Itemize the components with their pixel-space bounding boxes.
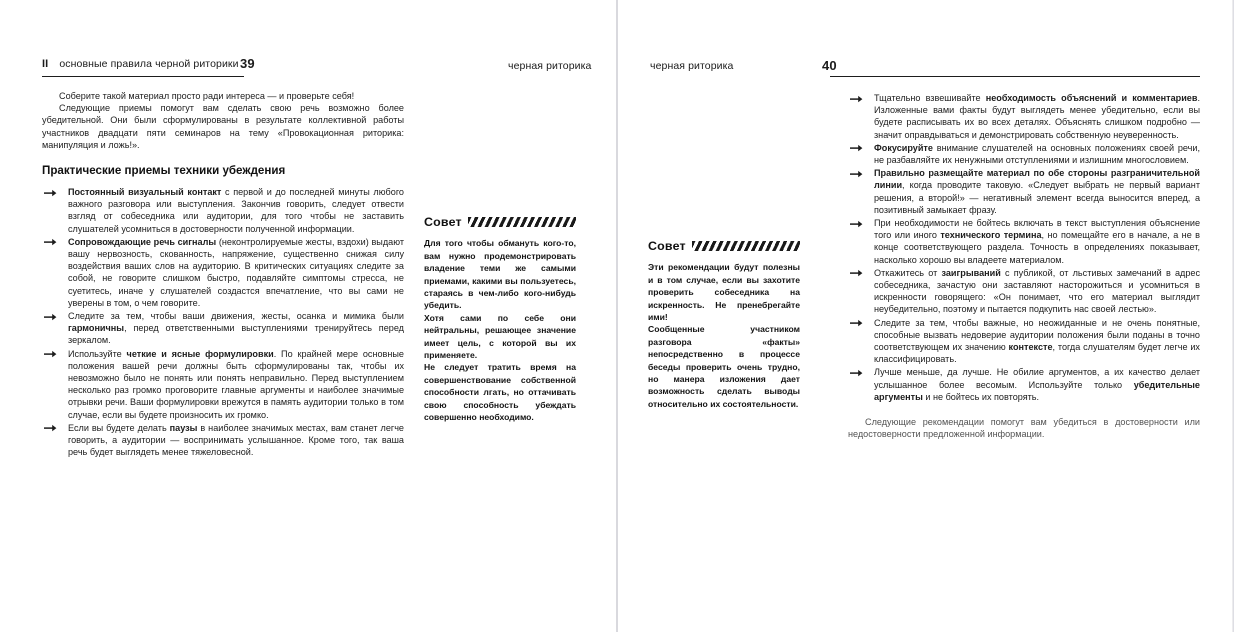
tip-paragraph: Эти рекомендации будут полезны и в том случае, если вы захотите проверить собеседника на искренность. Не пренебрегайте ими! — [648, 262, 800, 323]
tip-box-title: Совет — [424, 215, 462, 229]
main-column-right — [848, 92, 1200, 440]
hatched-bar-icon — [692, 241, 800, 251]
list-item-rest: внимание слушателей на основных положениях своей речи, не разбавляйте их ненужными отступлениями и излишним многословием. — [874, 142, 1200, 166]
running-head-right — [650, 58, 837, 73]
list-item-rest: , перед ответственными выступлениями тренируйтесь перед зеркалом. — [68, 323, 404, 346]
arrow-right-icon — [44, 424, 57, 432]
arrow-right-icon — [850, 269, 863, 277]
running-head-title: черная риторика — [508, 60, 592, 72]
list-item-pre: Следите за тем, чтобы ваши движения, жесты, осанка и мимика были — [68, 311, 404, 322]
list-item-lead: Постоянный визуальный контакт — [68, 187, 222, 198]
page-number-right: 40 — [822, 58, 837, 73]
running-head-left — [42, 58, 382, 70]
arrow-right-icon — [850, 144, 863, 152]
list-item-pre: Следите за тем, чтобы важные, но неожиданные и не очень понятные, способные вызвать недоверие аудитории положения были поданы в точно соответствующем их значению — [874, 317, 1200, 353]
list-item-rest: (неконтролируемые жесты, вздохи) выдают вашу нервозность, скованность, напряжение, существенно снижая силу воздействия ваших слов на аудиторию. В критических ситуациях следите за собой, не говорите слишком быстро, подавляйте симптомы стресса, не суетитесь, иначе у слушателей создастся впечатление, что вы сами не уверены в том, о чем говорите. — [68, 236, 404, 308]
list-item-lead: заигрываний — [941, 267, 1001, 278]
page-number-left: 39 — [240, 56, 255, 71]
header-rule-left — [42, 76, 244, 77]
intro-paragraph-2: Следующие приемы помогут вам сделать свою речь возможно более убедительной. Они были сформулированы в результате коллективной работы участников двадцати пяти семинаров на тему «Провокационная риторика: манипуляция и ложь!». — [42, 103, 404, 150]
arrow-right-icon — [850, 369, 863, 377]
arrow-right-icon — [850, 319, 863, 327]
tip-paragraph: Не следует тратить время на совершенствование собственной способности лгать, но оттачивать свою способность убеждать совершенно необходимо. — [424, 362, 576, 423]
list-item-lead: технического термина — [940, 230, 1042, 241]
intro-paragraph-1: Соберите такой материал просто ради интереса — и проверьте себя! — [59, 91, 355, 101]
list-item — [848, 92, 1200, 141]
list-item-lead: убедительные аргументы — [874, 379, 1200, 402]
bullet-list-right — [848, 92, 1200, 403]
list-item — [848, 267, 1200, 316]
tip-box-header — [648, 240, 800, 252]
list-item-rest: с публикой, от льстивых замечаний в адрес собеседника, зачастую они заставляют насторожиться и усомниться в искренности говорящего: «Он понимает, что его материал выглядит неубедительно, поэтому и пытается подкупить нас своей лестью». — [874, 267, 1200, 315]
list-item-lead: контексте — [1008, 342, 1053, 353]
list-item-pre: Лучше меньше, да лучше. Не обилие аргументов, а их качество делает услышанное более весомым. Используйте только — [874, 367, 1200, 390]
chapter-number: II — [42, 58, 49, 70]
list-item — [42, 422, 404, 459]
arrow-right-icon — [44, 238, 57, 246]
arrow-right-icon — [850, 170, 863, 178]
main-column-left — [42, 90, 404, 459]
list-item-rest: , когда проводите таковую. «Следует выбрать не первый вариант решения, а второй!» — негативный элемент всегда выносится вперед, а позитивный замыкает фразу. — [874, 180, 1200, 215]
list-item-rest: . По крайней мере основные положения вашей речи должны быть сформулированы так, чтобы их невозможно было не понять или понять неправильно. Перед выступлением несколько раз громко проговорите главные аргументы и наиболее значимые отрывки речи. Ваши формулировки врежутся в память аудитории только в том случае, если вы будете произносить их громко. — [68, 348, 404, 420]
arrow-right-icon — [850, 220, 863, 228]
tip-box-body — [424, 237, 576, 423]
tip-paragraph: Сообщенные участником разговора «факты» непосредственно в процессе беседы проверить очень трудно, но манера изложения дает возможность сделать выводы относительно их состоятельности. — [648, 324, 800, 409]
tip-box-body — [648, 261, 800, 410]
arrow-right-icon — [44, 189, 57, 197]
list-item-rest: , тогда слушателям будет легче их классифицировать. — [874, 342, 1200, 365]
list-item — [848, 366, 1200, 403]
running-head-title: черная риторика — [650, 60, 734, 72]
list-item — [848, 167, 1200, 216]
list-item-pre: Тщательно взвешивайте — [874, 93, 986, 103]
list-item — [848, 217, 1200, 266]
closing-note: Следующие рекомендации помогут вам убедиться в достоверности или недостоверности предложенной информации. — [848, 417, 1200, 440]
list-item-rest: с первой и до последней минуты любого важного разговора или выступления. Закончив говорить, следует отвести взгляд от собеседника или аудитории, для того чтобы не заставить слушателей усомниться в достоверности полученной информации. — [68, 187, 404, 234]
running-head-verso-title — [508, 60, 592, 72]
list-item-rest: , но помещайте его в начале, а не в конце соответствующего раздела. Точность в определениях показывает, насколько хорошо вы владеете материалом. — [874, 230, 1200, 265]
list-item-lead: Фокусируйте — [874, 142, 933, 153]
arrow-right-icon — [850, 95, 863, 103]
list-item-pre: Используйте — [68, 348, 127, 359]
hatched-bar-icon — [468, 217, 576, 227]
tip-paragraph: Хотя сами по себе они нейтральны, решающее значение имеет цель, с которой вы их применяете. — [424, 312, 576, 361]
page-gutter-divider — [616, 0, 618, 632]
list-item-pre: При необходимости не бойтесь включать в текст выступления объяснение того или иного — [874, 218, 1200, 241]
header-rule-right — [830, 76, 1200, 77]
list-item — [848, 142, 1200, 166]
arrow-right-icon — [44, 313, 57, 321]
list-item — [848, 317, 1200, 366]
tip-box-right — [648, 240, 800, 410]
list-item-rest: в наиболее значимых местах, вам станет легче говорить, а аудитории — воспринимать услышанное. Кроме того, так ваша речь будет выглядеть менее тяжеловесной. — [68, 422, 404, 458]
list-item-rest: и не бойтесь их повторять. — [922, 391, 1040, 402]
tip-box-title: Совет — [648, 239, 686, 253]
list-item-pre: Если вы будете делать — [68, 422, 170, 433]
list-item-pre: Откажитесь от — [874, 267, 942, 278]
list-item — [42, 186, 404, 235]
list-item — [42, 310, 404, 347]
list-item — [42, 348, 404, 421]
arrow-right-icon — [44, 350, 57, 358]
tip-box-left — [424, 216, 576, 424]
section-title: Практические приемы техники убеждения — [42, 164, 286, 178]
list-item-lead: Сопровождающие речь сигналы — [68, 236, 217, 247]
tip-paragraph: Для того чтобы обмануть кого-то, вам нужно продемонстрировать владение теми же самыми приемами, какими вы пользуетесь, стараясь в чем-либо кого-нибудь убедить. — [424, 238, 576, 311]
list-item-rest: . Изложенные вами факты будут выглядеть менее убедительно, если вы будете расписывать их во всех деталях. Объяснять слишком подробно — значит оправдываться и демонстрировать собственную неуверенность. — [874, 93, 1200, 140]
running-head-title: основные правила черной риторики — [59, 58, 239, 70]
list-item-lead: гармоничны — [68, 323, 125, 334]
list-item-lead: паузы — [169, 422, 198, 433]
tip-box-header — [424, 216, 576, 228]
list-item-lead: необходимость объяснений и комментариев — [985, 93, 1198, 103]
list-item-lead: четкие и ясные формулировки — [126, 348, 274, 359]
list-item-lead: Правильно размещайте материал по обе стороны разграничительной линии — [874, 168, 1200, 191]
list-item — [42, 236, 404, 309]
bullet-list-left — [42, 186, 404, 458]
